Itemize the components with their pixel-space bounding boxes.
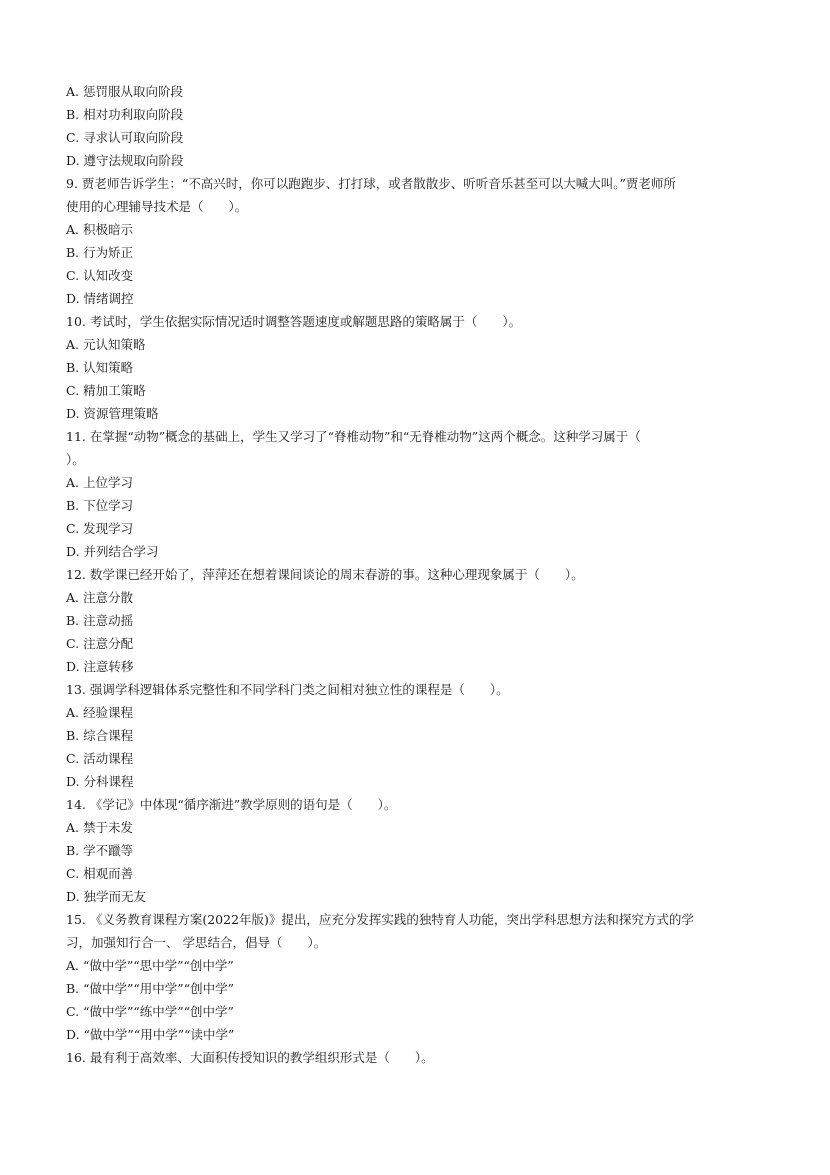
document-line: A. “做中学”“思中学”“创中学” (66, 958, 234, 973)
document-line: B. “做中学”“用中学”“创中学” (66, 981, 234, 996)
document-line: A. 禁于未发 (66, 820, 133, 835)
document-line: 14. 《学记》中体现“循序渐进”教学原则的语句是（ ）。 (66, 797, 397, 812)
document-line: 13. 强调学科逻辑体系完整性和不同学科门类之间相对独立性的课程是（ ）。 (66, 682, 509, 697)
document-line: C. 精加工策略 (66, 383, 146, 398)
document-line: D. “做中学”“用中学”“读中学” (66, 1027, 235, 1042)
document-line: D. 情绪调控 (66, 291, 134, 306)
document-line: C. 发现学习 (66, 521, 134, 536)
document-line: 15. 《义务教育课程方案(2022年版)》提出，应充分发挥实践的独特育人功能，突出学科思想方法和探究方式的学 (66, 912, 694, 927)
document-line: B. 下位学习 (66, 498, 134, 513)
document-line: A. 积极暗示 (66, 222, 133, 237)
document-line: B. 相对功利取向阶段 (66, 107, 184, 122)
document-line: D. 资源管理策略 (66, 406, 159, 421)
document-line: C. 活动课程 (66, 751, 134, 766)
document-line: 11. 在掌握“动物”概念的基础上，学生又学习了“脊椎动物”和“无脊椎动物”这两个概念。这种学习属于（ (66, 429, 641, 444)
document-line: 9. 贾老师告诉学生：“不高兴时，你可以跑跑步、打打球，或者散散步、听听音乐甚至可以大喊大叫。”贾老师所 (66, 176, 676, 191)
document-line: 16. 最有利于高效率、大面积传授知识的教学组织形式是（ ）。 (66, 1050, 434, 1065)
document-line: D. 遵守法规取向阶段 (66, 153, 184, 168)
document-line: A. 经验课程 (66, 705, 133, 720)
document-line: A. 上位学习 (66, 475, 133, 490)
document-line: C. 注意分配 (66, 636, 134, 651)
document-line: A. 元认知策略 (66, 337, 146, 352)
document-line: 12. 数学课已经开始了，萍萍还在想着课间谈论的周末春游的事。这种心理现象属于（ ）。 (66, 567, 584, 582)
document-line: B. 认知策略 (66, 360, 134, 375)
document-line: D. 并列结合学习 (66, 544, 159, 559)
document-line: D. 注意转移 (66, 659, 134, 674)
document-line: D. 独学而无友 (66, 889, 147, 904)
document-line: B. 行为矫正 (66, 245, 134, 260)
document-line: 习，加强知行合一、 学思结合，倡导（ ）。 (66, 935, 327, 950)
document-line: C. 寻求认可取向阶段 (66, 130, 184, 145)
document-line: B. 注意动摇 (66, 613, 134, 628)
document-line: D. 分科课程 (66, 774, 134, 789)
document-line: C. 认知改变 (66, 268, 134, 283)
document-line: ）。 (66, 452, 85, 467)
document-line: A. 惩罚服从取向阶段 (66, 84, 183, 99)
document-page (66, 80, 766, 1069)
document-line: A. 注意分散 (66, 590, 133, 605)
document-line: B. 综合课程 (66, 728, 134, 743)
document-line: B. 学不躐等 (66, 843, 134, 858)
document-line: 10. 考试时，学生依据实际情况适时调整答题速度或解题思路的策略属于（ ）。 (66, 314, 522, 329)
document-line: 使用的心理辅导技术是（ ）。 (66, 199, 248, 214)
document-line: C. 相观而善 (66, 866, 134, 881)
document-line: C. “做中学”“练中学”“创中学” (66, 1004, 234, 1019)
